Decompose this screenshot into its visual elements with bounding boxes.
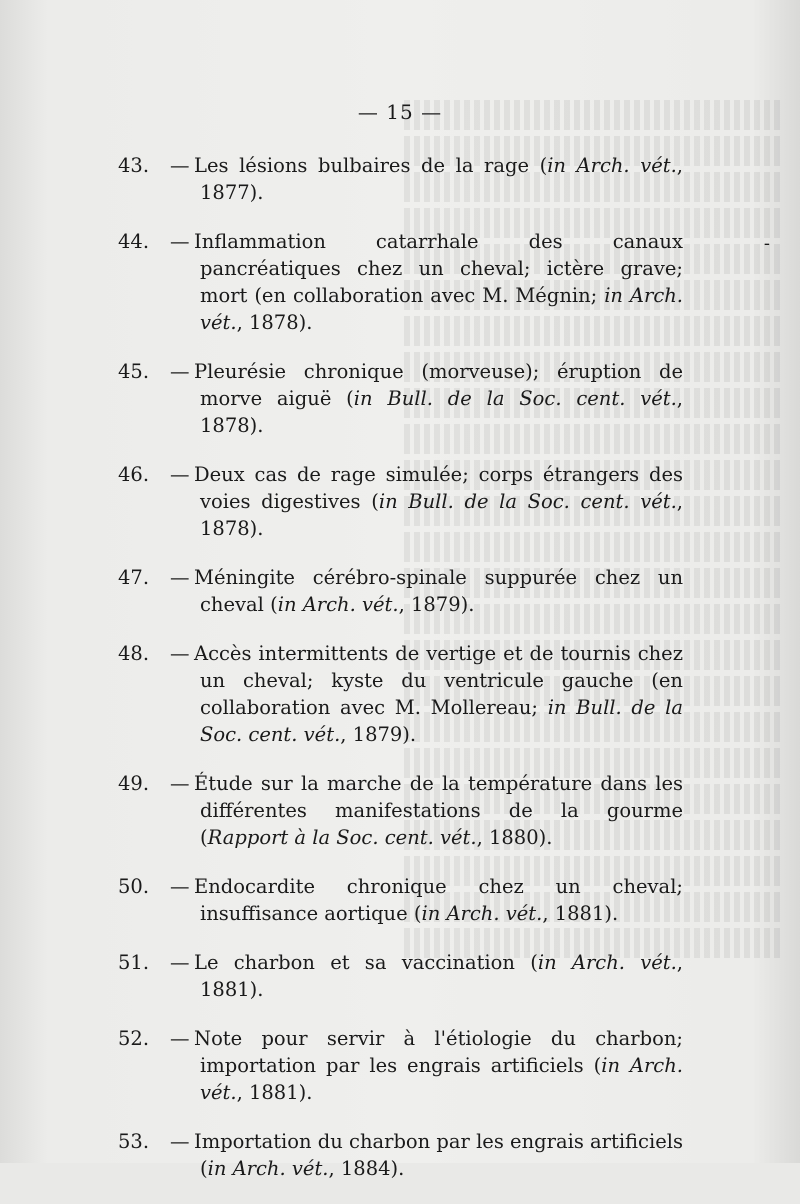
entry-year: , 1881). xyxy=(236,1081,313,1104)
entry-dash: — xyxy=(170,951,190,974)
entry-number: 47. xyxy=(118,566,150,589)
bibliography-entry xyxy=(118,358,683,439)
entry-year: , 1878). xyxy=(200,387,683,437)
entry-dash: — xyxy=(170,154,190,177)
entry-text: Importation du charbon par les engrais artificiels ( xyxy=(194,1130,683,1180)
entry-dash: — xyxy=(170,875,190,898)
bibliography-entry xyxy=(118,770,683,851)
entry-source: in Arch. vét. xyxy=(200,1054,683,1104)
entry-year: , 1878). xyxy=(200,490,683,540)
entry-year: , 1881). xyxy=(542,902,619,925)
entry-dash: — xyxy=(170,463,190,486)
entry-year: , 1880). xyxy=(476,826,553,849)
entry-text: Accès intermittents de vertige et de tournis chez un cheval; kyste du ventricule gauche (en collaboration avec M. Mollereau; xyxy=(194,642,683,719)
entry-text: Deux cas de rage simulée; corps étrangers des voies digestives ( xyxy=(194,463,683,513)
bibliography-entry xyxy=(118,461,683,542)
bibliography-entry xyxy=(118,949,683,1003)
entry-dash: — xyxy=(170,1027,190,1050)
entry-year: , 1879). xyxy=(340,723,417,746)
entry-source: in Arch. vét. xyxy=(421,902,543,925)
entry-dash: — xyxy=(170,642,190,665)
entry-number: 45. xyxy=(118,360,150,383)
entry-text: Note pour servir à l'étiologie du charbon; importation par les engrais artificiels ( xyxy=(194,1027,683,1077)
entry-year: , 1881). xyxy=(200,951,683,1001)
entry-number: 53. xyxy=(118,1130,150,1153)
entry-text: Inflammation catarrhale des canaux pancréatiques chez un cheval; ictère grave; mort (en collaboration avec M. Mégnin; xyxy=(194,230,683,307)
bibliography-entry xyxy=(118,564,683,618)
entry-number: 44. xyxy=(118,230,150,253)
entry-source: in Bull. de la Soc. cent. vét. xyxy=(378,490,677,513)
entry-text: Le charbon et sa vaccination ( xyxy=(194,951,538,974)
bibliography-entry xyxy=(118,1128,683,1182)
entry-number: 43. xyxy=(118,154,150,177)
entry-number: 50. xyxy=(118,875,150,898)
entry-number: 49. xyxy=(118,772,150,795)
entry-dash: — xyxy=(170,566,190,589)
entry-source: in Arch. vét. xyxy=(207,1157,329,1180)
entry-dash: — xyxy=(170,772,190,795)
bibliography-entry xyxy=(118,873,683,927)
bibliography-entry xyxy=(118,228,683,336)
entry-text: Méningite cérébro-spinale suppurée chez un cheval ( xyxy=(194,566,683,616)
entry-dash: — xyxy=(170,230,190,253)
entry-source: in Arch. vét. xyxy=(200,284,683,334)
bibliography-list xyxy=(118,152,683,1204)
bibliography-entry xyxy=(118,1025,683,1106)
entry-number: 52. xyxy=(118,1027,150,1050)
entry-source: Rapport à la Soc. cent. vét. xyxy=(207,826,477,849)
bibliography-entry xyxy=(118,152,683,206)
entry-text: Étude sur la marche de la température dans les différentes manifestations de la gourme ( xyxy=(194,772,683,849)
entry-year: , 1884). xyxy=(328,1157,405,1180)
entry-dash: — xyxy=(170,360,190,383)
entry-source: in Arch. vét. xyxy=(537,951,677,974)
entry-source: in Arch. vét. xyxy=(547,154,677,177)
entry-text: Pleurésie chronique (morveuse); éruption de morve aiguë ( xyxy=(194,360,683,410)
entry-text: Endocardite chronique chez un cheval; insuffisance aortique ( xyxy=(194,875,683,925)
entry-number: 48. xyxy=(118,642,150,665)
entry-source: in Bull. de la Soc. cent. vét. xyxy=(353,387,677,410)
entry-dash: — xyxy=(170,1130,190,1153)
entry-year: , 1877). xyxy=(200,154,683,204)
stray-mark: - xyxy=(763,233,770,254)
page-number: — 15 — xyxy=(357,100,443,124)
entry-number: 46. xyxy=(118,463,150,486)
entry-year: , 1878). xyxy=(236,311,313,334)
entry-source: in Bull. de la Soc. cent. vét. xyxy=(200,696,684,746)
entry-text: Les lésions bulbaires de la rage ( xyxy=(194,154,548,177)
entry-number: 51. xyxy=(118,951,150,974)
entry-year: , 1879). xyxy=(398,593,475,616)
entry-source: in Arch. vét. xyxy=(277,593,399,616)
bibliography-entry xyxy=(118,640,683,748)
